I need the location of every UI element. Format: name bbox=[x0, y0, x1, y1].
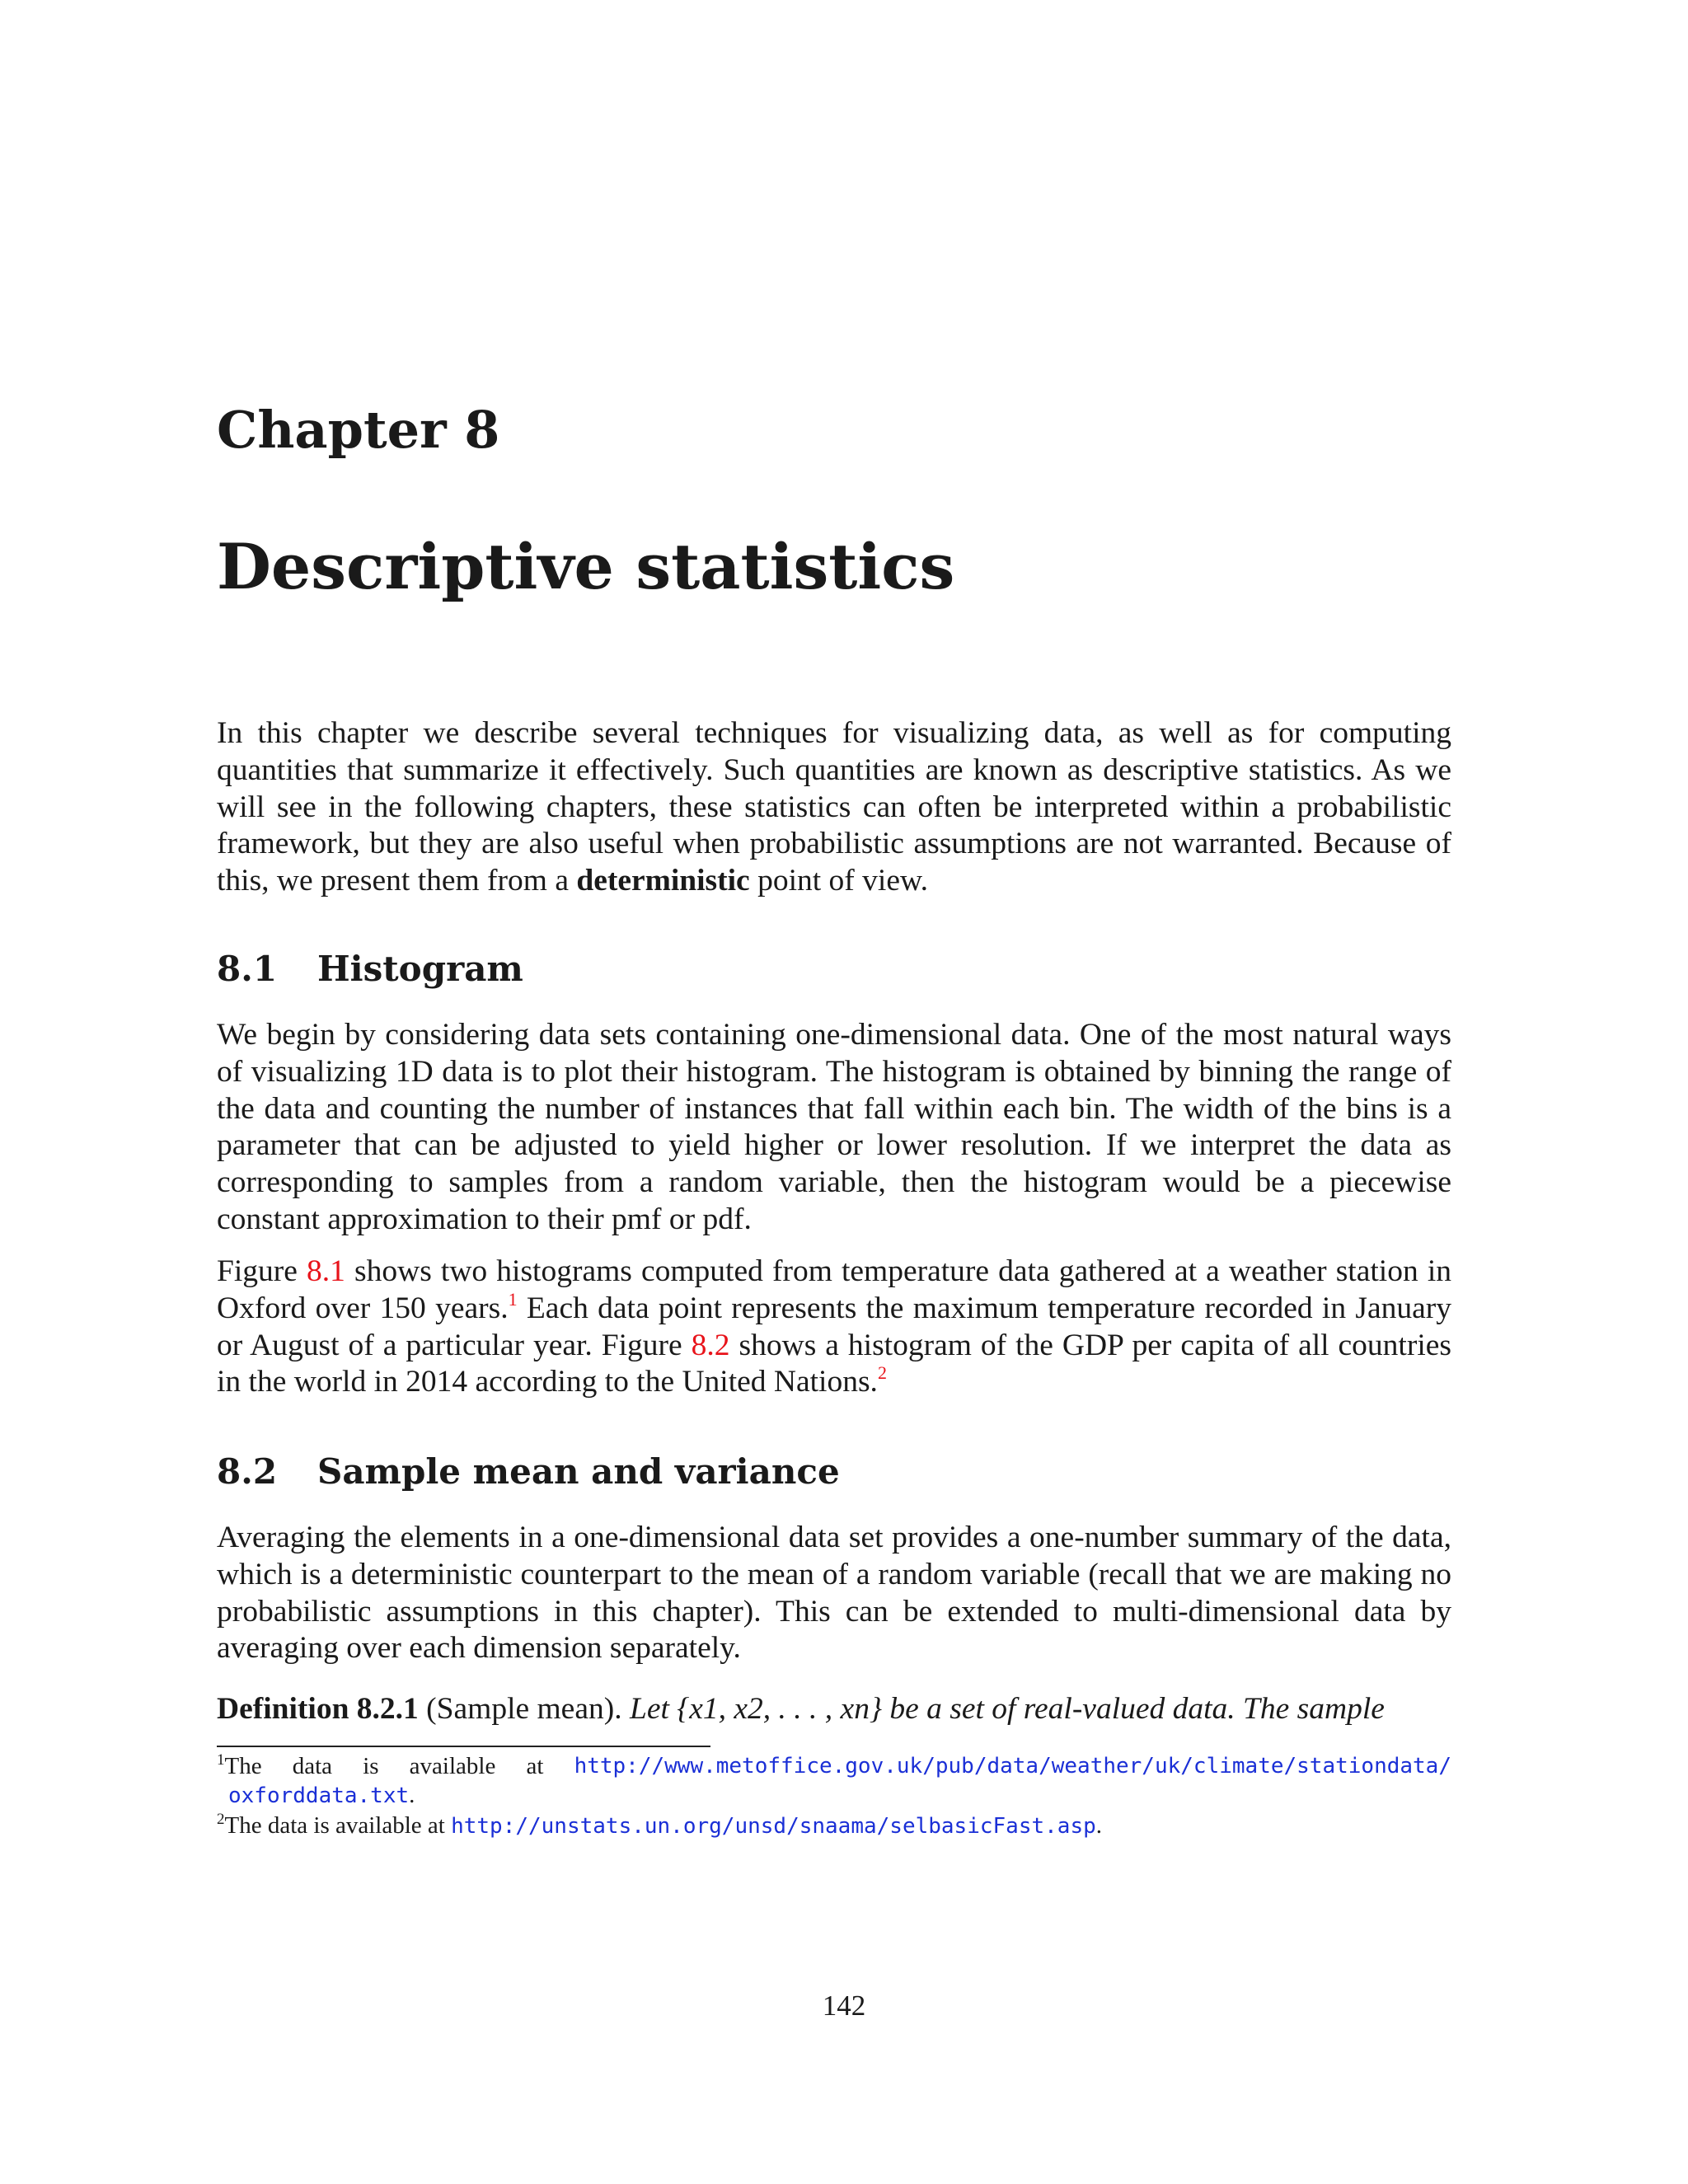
definition-label: Definition 8.2.1 bbox=[217, 1692, 419, 1726]
footnote-1 bbox=[217, 1752, 1451, 1811]
para-text: shows a histogram of the GDP per capita of all countries in the world in 2014 according to the United Nations. bbox=[217, 1328, 1451, 1399]
histogram-paragraph-1: We begin by considering data sets containing one-dimensional data. One of the most natural ways of visualizing 1D data is to plot their histogram. The histogram is obtained by binning the range of the data and counting the number of instances that fall within each bin. The width of the bins is a parameter that can be adjusted to yield higher or lower resolution. If we interpret the data as corresponding to samples from a random variable, then the histogram would be a piecewise constant approximation to their pmf or pdf. bbox=[217, 1018, 1451, 1236]
footnote-2: $^2$The data is available at http://unstats.un.org/unsd/snaama/selbasicFast.asp. bbox=[217, 1811, 1102, 1839]
histogram-paragraph-2 bbox=[217, 1254, 1451, 1401]
definition-name: (Sample mean). bbox=[426, 1692, 622, 1726]
definition-text: Let bbox=[629, 1692, 678, 1726]
footnote-1-line-2: oxforddata.txt. bbox=[228, 1782, 415, 1808]
intro-text-end: point of view. bbox=[749, 864, 928, 898]
intro-text: In this chapter we describe several techniques for visualizing data, as well as for computing quantities that summarize it effectively. Such quantities are known as descriptive statistics. As we will see in the following chapters, these statistics can often be interpreted within a probabilistic framework, but they are also useful when probabilistic assumptions are not warranted. Because of this, we present them from a bbox=[217, 716, 1451, 898]
para-text: Each data point represents the maximum temperature recorded in January or August of a particular year. Figure bbox=[217, 1291, 1451, 1362]
footnote-1-word: $^1$The bbox=[217, 1751, 262, 1779]
definition-8-2-1 bbox=[217, 1691, 1451, 1728]
footnote-ref-2[interactable]: 2 bbox=[877, 1362, 887, 1384]
footnote-1-link-continued[interactable]: oxforddata.txt bbox=[228, 1783, 410, 1808]
figure-ref-8-1[interactable]: 8.1 bbox=[307, 1254, 345, 1288]
footnote-ref-1[interactable]: 1 bbox=[508, 1288, 518, 1310]
footnote-1-word: is bbox=[363, 1753, 379, 1779]
definition-text-end: be a set of real-valued data. The sample bbox=[881, 1692, 1385, 1726]
intro-bold-term: deterministic bbox=[576, 864, 750, 898]
chapter-title: Descriptive statistics bbox=[217, 530, 955, 603]
para-text: Figure bbox=[217, 1254, 307, 1288]
section-number: 8.1 bbox=[217, 949, 278, 989]
para-text: shows two histograms computed from temperature data gathered at a weather station in Oxford over 150 years. bbox=[217, 1254, 1451, 1325]
page-number: 142 bbox=[822, 1990, 866, 2022]
footnote-rule bbox=[217, 1746, 710, 1747]
footnote-1-word: available bbox=[409, 1753, 496, 1779]
section-heading-histogram bbox=[217, 946, 523, 992]
footnote-1-word: at bbox=[526, 1753, 544, 1779]
footnote-1-word: data bbox=[292, 1753, 333, 1779]
section-title: Histogram bbox=[317, 949, 523, 989]
footnote-1-link[interactable]: http://www.metoffice.gov.uk/pub/data/weather/uk/climate/stationdata/ bbox=[574, 1754, 1451, 1779]
definition-math-set: {x1, x2, . . . , xn} bbox=[677, 1692, 882, 1726]
footnote-mark-2: 2 bbox=[217, 1811, 225, 1828]
section-title: Sample mean and variance bbox=[317, 1451, 840, 1492]
footnote-2-text: The data is available at bbox=[224, 1812, 452, 1839]
footnote-1-line-1 bbox=[217, 1752, 1451, 1781]
figure-ref-8-2[interactable]: 8.2 bbox=[691, 1328, 730, 1362]
intro-paragraph bbox=[217, 715, 1451, 900]
section-heading-sample-mean bbox=[217, 1449, 840, 1495]
footnote-mark-1: 1 bbox=[217, 1751, 225, 1769]
chapter-label: Chapter 8 bbox=[217, 400, 500, 460]
section-number: 8.2 bbox=[217, 1451, 278, 1492]
footnote-2-link[interactable]: http://unstats.un.org/unsd/snaama/selbasicFast.asp bbox=[451, 1814, 1096, 1839]
sample-mean-paragraph: Averaging the elements in a one-dimensional data set provides a one-number summary of the data, which is a deterministic counterpart to the mean of a random variable (recall that we are making no probabilistic assumptions in this chapter). This can be extended to multi-dimensional data by averaging over each dimension separately. bbox=[217, 1521, 1451, 1666]
